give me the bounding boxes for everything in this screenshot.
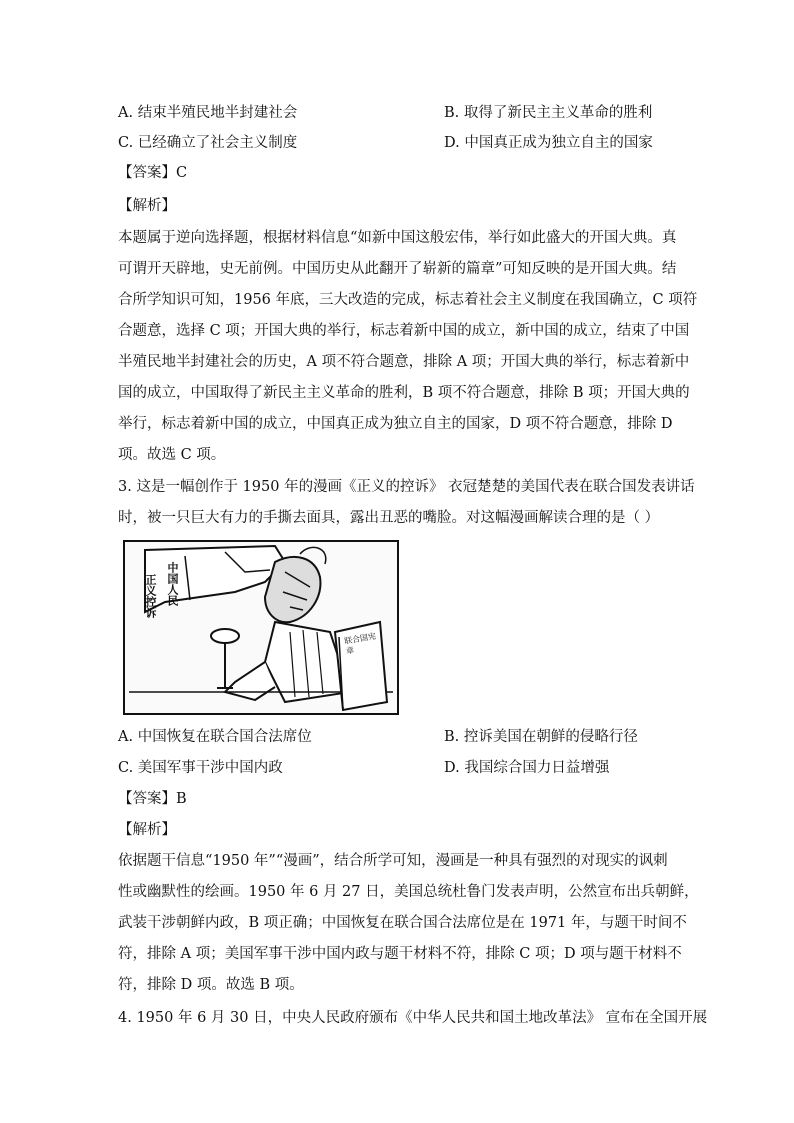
q2-answer: 【答案】C (118, 165, 188, 181)
q2-analysis-line: 项。故选 C 项。 (118, 447, 226, 463)
q3-option-c: C. 美国军事干涉中国内政 (118, 760, 283, 776)
q3-analysis-label: 【解析】 (118, 822, 176, 838)
q3-option-d: D. 我国综合国力日益增强 (444, 760, 610, 776)
q3-analysis-line: 武装干涉朝鲜内政，B 项正确；中国恢复在联合国合法席位是在 1971 年，与题干时间不 (118, 915, 687, 931)
q2-analysis-label: 【解析】 (118, 198, 176, 214)
q3-stem-line: 时，被一只巨大有力的手撕去面具，露出丑恶的嘴脸。对这幅漫画解读合理的是（ ） (118, 510, 660, 526)
cartoon-image (123, 540, 399, 715)
q3-option-b: B. 控诉美国在朝鲜的侵略行径 (444, 729, 638, 745)
q2-option-c: C. 已经确立了社会主义制度 (118, 135, 298, 151)
q3-analysis-line: 符，排除 A 项；美国军事干涉中国内政与题干材料不符，排除 C 项；D 项与题干材料不 (118, 946, 682, 962)
q2-option-b: B. 取得了新民主主义革命的胜利 (444, 105, 653, 121)
q2-option-d: D. 中国真正成为独立自主的国家 (444, 135, 653, 151)
q2-analysis-line: 国的成立，中国取得了新民主主义革命的胜利，B 项不符合题意，排除 B 项；开国大典的 (118, 385, 690, 401)
q2-analysis-line: 可谓开天辟地，史无前例。中国历史从此翻开了崭新的篇章”可知反映的是开国大典。结 (118, 261, 677, 277)
q3-stem-line: 3. 这是一幅创作于 1950 年的漫画《正义的控诉》 衣冠楚楚的美国代表在联合国发表讲话 (118, 479, 695, 495)
q2-analysis-line: 举行，标志着新中国的成立，中国真正成为独立自主的国家，D 项不符合题意，排除 D (118, 416, 673, 432)
q2-analysis-line: 合所学知识可知，1956 年底，三大改造的完成，标志着社会主义制度在我国确立，C 项符 (118, 292, 698, 308)
cartoon-hand-label: 中国人民 (166, 562, 179, 606)
cartoon-side-label: 正义控诉 (144, 574, 157, 618)
q4-stem-line: 4. 1950 年 6 月 30 日，中央人民政府颁布《中华人民共和国土地改革法》 宣布在全国开展 (118, 1010, 708, 1026)
q3-option-a: A. 中国恢复在联合国合法席位 (118, 729, 312, 745)
q2-option-a: A. 结束半殖民地半封建社会 (118, 105, 298, 121)
q2-analysis-line: 半殖民地半封建社会的历史，A 项不符合题意，排除 A 项；开国大典的举行，标志着新中 (118, 354, 690, 370)
cartoon-book-label: 联合国宪章 (343, 631, 377, 656)
q3-analysis-line: 依据题干信息“1950 年”“漫画”，结合所学可知，漫画是一种具有强烈的对现实的讽刺 (118, 853, 668, 869)
q3-analysis-line: 符，排除 D 项。故选 B 项。 (118, 977, 304, 993)
q2-analysis-line: 合题意，选择 C 项；开国大典的举行，标志着新中国的成立，新中国的成立，结束了中国 (118, 323, 690, 339)
q3-answer: 【答案】B (118, 791, 187, 807)
q3-analysis-line: 性或幽默性的绘画。1950 年 6 月 27 日，美国总统杜鲁门发表声明，公然宣布出兵朝鲜， (118, 884, 699, 900)
q2-analysis-line: 本题属于逆向选择题，根据材料信息“如新中国这般宏伟，举行如此盛大的开国大典。真 (118, 230, 677, 246)
